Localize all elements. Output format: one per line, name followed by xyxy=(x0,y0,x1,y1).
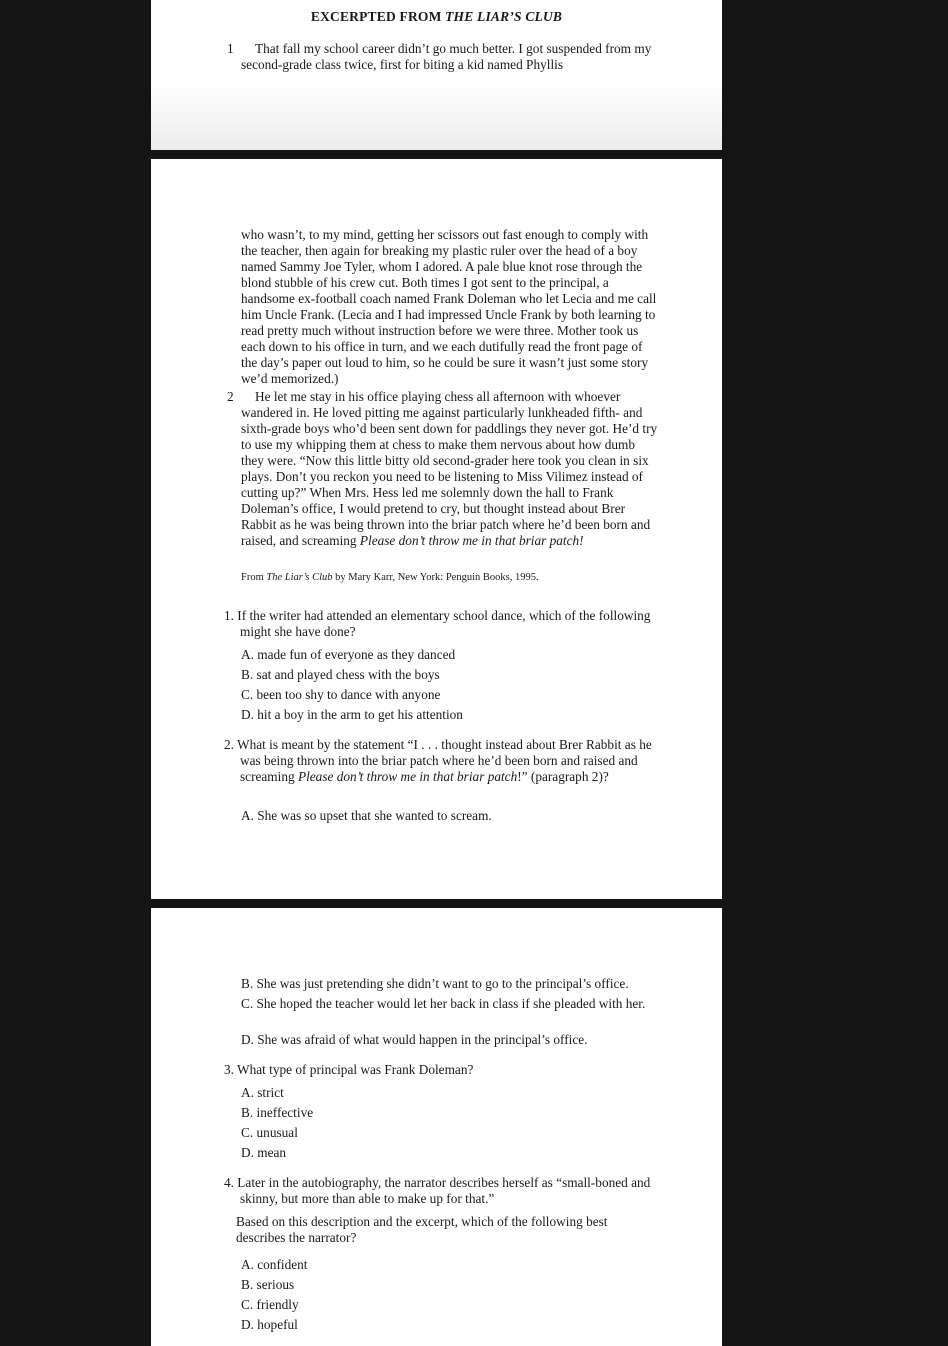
q3-option-d: D. mean xyxy=(241,1145,287,1160)
page-2 xyxy=(151,159,722,899)
page-1 xyxy=(151,0,722,150)
q1-option-b: B. sat and played chess with the boys xyxy=(241,667,440,682)
q4-option-d: D. hopeful xyxy=(241,1317,298,1332)
q2-option-d: D. She was afraid of what would happen in the principal’s office. xyxy=(241,1032,588,1047)
q2-option-a: A. She was so upset that she wanted to scream. xyxy=(241,808,492,823)
source-citation: From The Liar’s Club by Mary Karr, New York: Penguin Books, 1995. xyxy=(241,572,539,583)
q1-option-d: D. hit a boy in the arm to get his attention xyxy=(241,707,463,722)
document-title: EXCERPTED FROM THE LIAR’S CLUB xyxy=(310,9,563,24)
page-3 xyxy=(151,908,722,1346)
question-4-prompt: Based on this description and the excerpt, which of the following best describes the narrator? xyxy=(236,1214,608,1245)
question-1: 1. If the writer had attended an elementary school dance, which of the following might she have done? xyxy=(224,608,651,639)
paragraph-1-start: 1 That fall my school career didn’t go much better. I got suspended from my second-grade class twice, first for biting a kid named Phyllis xyxy=(227,41,652,72)
q4-option-c: C. friendly xyxy=(241,1297,299,1312)
q4-option-b: B. serious xyxy=(241,1277,295,1292)
question-4: 4. Later in the autobiography, the narrator describes herself as “small-boned and skinny, but more than able to make up for that.” xyxy=(224,1175,651,1206)
q3-option-c: C. unusual xyxy=(241,1125,298,1140)
q2-option-c: C. She hoped the teacher would let her back in class if she pleaded with her. xyxy=(241,996,646,1011)
q3-option-b: B. ineffective xyxy=(241,1105,314,1120)
q1-option-c: C. been too shy to dance with anyone xyxy=(241,687,441,702)
q2-option-b: B. She was just pretending she didn’t want to go to the principal’s office. xyxy=(241,976,629,991)
paragraph-number: 1 xyxy=(227,41,234,56)
paragraph-2: 2 He let me stay in his office playing chess all afternoon with whoever wandered in. He loved pitting me against particularly lunkheaded fifth- and sixth-grade boys who’d been sent down for paddlings they never got. He’d try to use my whipping them at chess to make them nervous about how dumb they were. “Now this little bitty old second-grader here took you clean in six plays. Don’t you reckon you need to be listening to Miss Vilimez instead of cutting up?” When Mrs. Hess led me solemnly down the hall to Frank Doleman’s office, I would pretend to cry, but thought instead about Brer Rabbit as he was being thrown into the briar patch where he’d been born and raised, and screaming Please don’t throw me in that briar patch! xyxy=(227,389,658,548)
question-2: 2. What is meant by the statement “I . . . thought instead about Brer Rabbit as he was being thrown into the briar patch where he’d been born and raised and screaming Please don’t throw me in that briar patch!” (paragraph 2)? xyxy=(224,737,652,784)
paragraph-1-continued: who wasn’t, to my mind, getting her scissors out fast enough to comply with the teacher, then again for breaking my plastic ruler over the head of a boy named Sammy Joe Tyler, whom I adored. A pale blue knot rose through the blond stubble of his crew cut. Both times I got sent to the principal, a handsome ex-football coach named Frank Doleman who let Lecia and me call him Uncle Frank. (Lecia and I had impressed Uncle Frank by both learning to read pretty much without instruction before we were three. Mother took us each down to his office in turn, and we each dutifully read the front page of the day’s paper out loud to him, so he could be sure it wasn’t just some story we’d memorized.) xyxy=(241,227,657,386)
question-3: 3. What type of principal was Frank Doleman? xyxy=(224,1062,474,1077)
q1-option-a: A. made fun of everyone as they danced xyxy=(241,647,456,662)
q4-option-a: A. confident xyxy=(241,1257,308,1272)
paragraph-number: 2 xyxy=(227,389,234,404)
q3-option-a: A. strict xyxy=(241,1085,284,1100)
